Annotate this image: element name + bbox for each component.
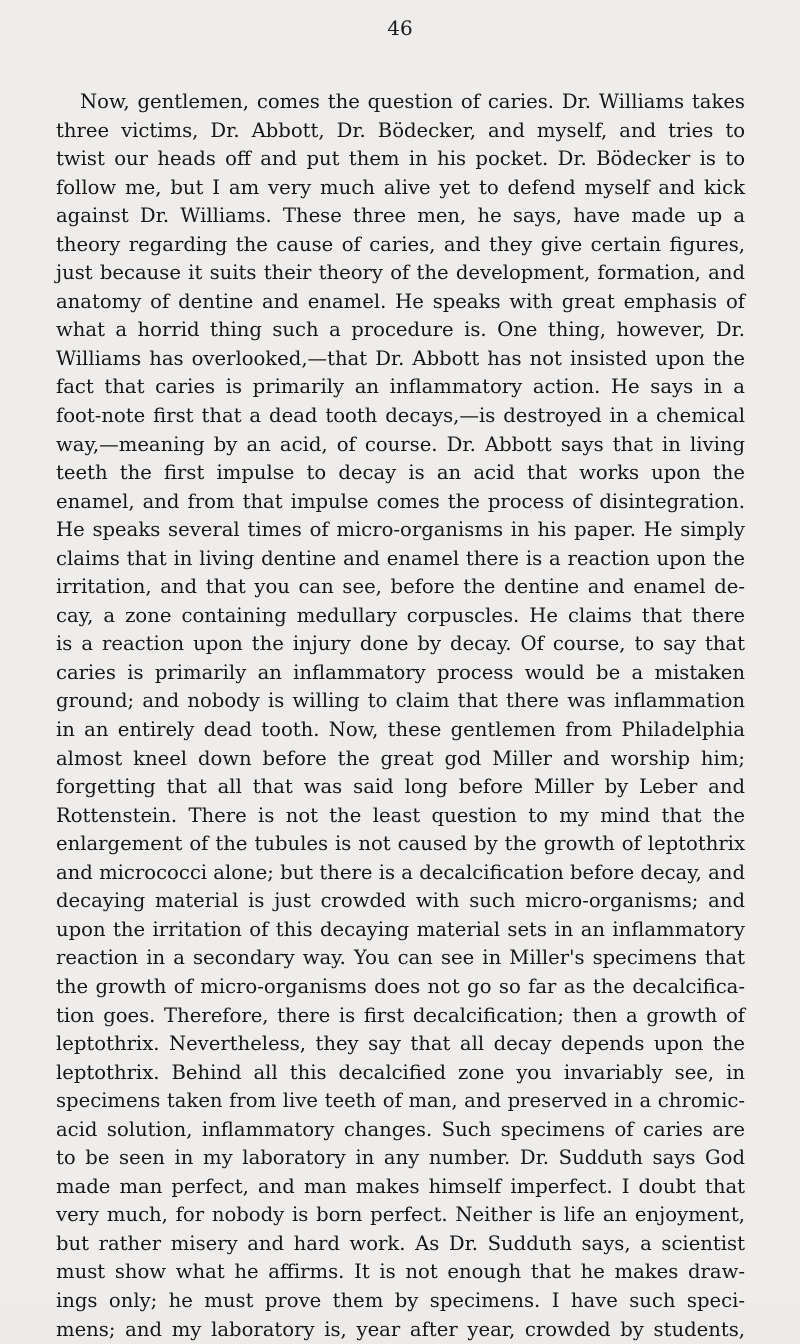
page-number: 46 (387, 16, 413, 40)
text-line: very much, for nobody is born perfect. Neither is life an enjoyment, (56, 1203, 745, 1227)
text-line: fact that caries is primarily an inflammatory action. He says in a (56, 375, 745, 399)
text-line: three victims, Dr. Abbott, Dr. Bödecker, and myself, and tries to (56, 118, 745, 142)
text-line: upon the irritation of this decaying material sets in an inflammatory (56, 917, 745, 941)
text-line: Williams has overlooked,—that Dr. Abbott has not insisted upon the (56, 346, 745, 370)
text-line: leptothrix. Nevertheless, they say that all decay depends upon the (56, 1032, 745, 1056)
text-line: cay, a zone containing medullary corpuscles. He claims that there (56, 603, 745, 627)
text-line: Now, gentlemen, comes the question of caries. Dr. Williams takes (80, 90, 745, 113)
text-line: the growth of micro-organisms does not go so far as the decalcifica- (56, 974, 745, 998)
text-line: ings only; he must prove them by specimens. I have such speci- (56, 1288, 745, 1312)
text-line: anatomy of dentine and enamel. He speaks with great emphasis of (56, 289, 745, 313)
text-line: made man perfect, and man makes himself imperfect. I doubt that (56, 1174, 745, 1198)
text-line: specimens taken from live teeth of man, and preserved in a chromic- (56, 1089, 745, 1113)
text-line: but rather misery and hard work. As Dr. Sudduth says, a scientist (56, 1231, 745, 1255)
text-line: follow me, but I am very much alive yet to defend myself and kick (56, 175, 745, 199)
text-line: reaction in a secondary way. You can see in Miller's specimens that (56, 946, 745, 970)
text-line: leptothrix. Behind all this decalcified zone you invariably see, in (56, 1060, 745, 1084)
text-line: enlargement of the tubules is not caused by the growth of leptothrix (56, 832, 745, 856)
text-line: teeth the first impulse to decay is an acid that works upon the (56, 461, 745, 485)
text-line: ground; and nobody is willing to claim that there was inflammation (56, 689, 745, 713)
text-line: twist our heads off and put them in his pocket. Dr. Bödecker is to (56, 147, 745, 171)
text-line: must show what he affirms. It is not enough that he makes draw- (56, 1260, 745, 1284)
text-line: just because it suits their theory of the development, formation, and (56, 261, 745, 285)
text-line: claims that in living dentine and enamel there is a reaction upon the (56, 546, 745, 570)
text-line: almost kneel down before the great god Miller and worship him; (56, 746, 745, 770)
text-line: to be seen in my laboratory in any number. Dr. Sudduth says God (56, 1146, 745, 1170)
text-line: is a reaction upon the injury done by decay. Of course, to say that (56, 632, 745, 656)
text-line: forgetting that all that was said long before Miller by Leber and (56, 775, 745, 799)
text-line: mens; and my laboratory is, year after year, crowded by students, (56, 1317, 745, 1341)
text-line: and micrococci alone; but there is a decalcification before decay, and (56, 860, 745, 884)
text-line: what a horrid thing such a procedure is. One thing, however, Dr. (56, 318, 745, 342)
text-line: way,—meaning by an acid, of course. Dr. Abbott says that in living (56, 432, 745, 456)
text-line: enamel, and from that impulse comes the process of disintegration. (56, 489, 745, 513)
text-line: acid solution, inflammatory changes. Such specimens of caries are (56, 1117, 745, 1141)
text-line: caries is primarily an inflammatory process would be a mistaken (56, 660, 745, 684)
text-line: decaying material is just crowded with such micro-organisms; and (56, 889, 745, 913)
text-line: against Dr. Williams. These three men, he says, have made up a (56, 204, 745, 228)
text-line: foot-note first that a dead tooth decays,—is destroyed in a chemical (56, 404, 745, 428)
text-line: irritation, and that you can see, before the dentine and enamel de- (56, 575, 745, 599)
text-line: in an entirely dead tooth. Now, these gentlemen from Philadelphia (56, 718, 745, 742)
body-paragraph (56, 88, 745, 1344)
text-line: Rottenstein. There is not the least question to my mind that the (56, 803, 745, 827)
text-line: tion goes. Therefore, there is first decalcification; then a growth of (56, 1003, 745, 1027)
text-line: He speaks several times of micro-organisms in his paper. He simply (56, 518, 745, 542)
text-line: theory regarding the cause of caries, and they give certain figures, (56, 232, 745, 256)
